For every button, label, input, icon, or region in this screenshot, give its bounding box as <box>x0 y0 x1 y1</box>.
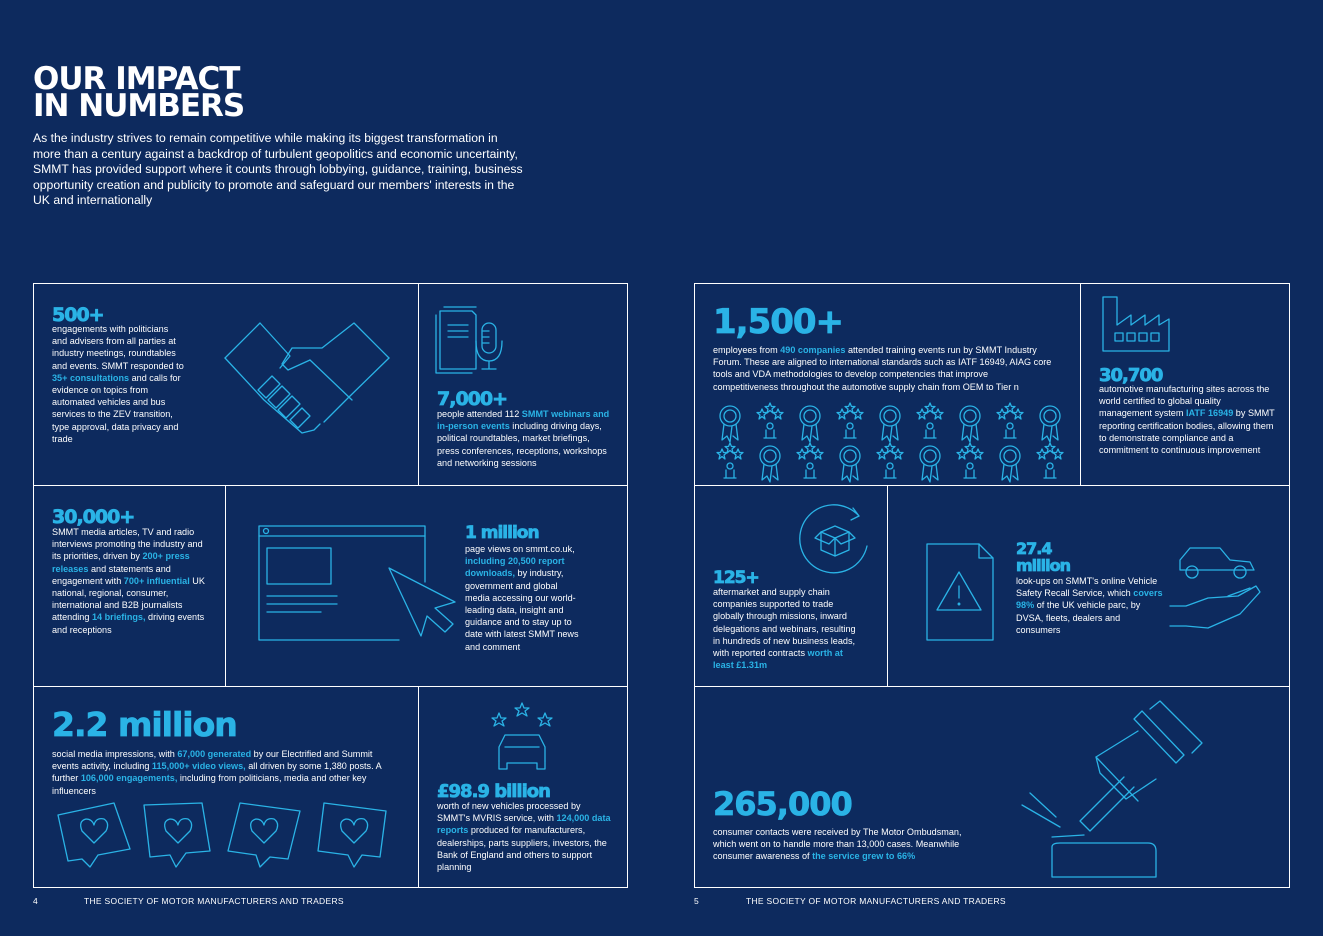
stat-figure: 1,500+ <box>713 302 844 342</box>
stat-description: engagements with politicians and advisers from all parties at industry meetings, roundtables and events. SMMT responded to 35+ consultations and calls for evidence on topics from automated vehicles and bus services to the ZEV transition, type approval, data privacy and trade <box>52 324 184 444</box>
stat-description: look-ups on SMMT's online Vehicle Safety Recall Service, which covers 98% of the UK vehicle parc, by DVSA, fleets, dealers and consumers <box>1016 576 1163 635</box>
stat-figure: 30,700 <box>1099 365 1163 386</box>
warning-document-icon <box>925 542 995 642</box>
stat-description: social media impressions, with 67,000 generated by our Electrified and Summit events activity, including 115,000+ video views, all driven by some 1,380 posts. A further 106,000 engagements, including from politicians, media and other key influencers <box>52 749 382 796</box>
award-rosette-icon <box>715 402 1065 477</box>
stat-description: page views on smmt.co.uk, including 20,500 report downloads, by industry, government and global media accessing our world-leading data, insight and guidance and to stay up to date with latest SMMT news and comment <box>465 544 579 652</box>
factory-icon <box>1101 295 1171 353</box>
footer-page-number-right: 5 <box>694 896 700 906</box>
stat-98-9-billion <box>418 686 628 888</box>
right-grid <box>694 283 1290 888</box>
browser-cursor-icon <box>259 526 459 646</box>
footer-title-right: THE SOCIETY OF MOTOR MANUFACTURERS AND TRADERS <box>746 896 1006 906</box>
stat-125 <box>695 485 888 687</box>
gavel-icon <box>1020 701 1210 881</box>
stat-figure: 27.4 million <box>1016 539 1070 575</box>
document-microphone-icon <box>436 305 516 375</box>
stat-2-2-million <box>34 686 418 888</box>
stat-description: consumer contacts were received by The Motor Ombudsman, which went on to handle more than 13,000 cases. Meanwhile consumer awareness of the service grew to 66% <box>713 827 962 862</box>
car-in-hand-icon <box>1168 542 1268 642</box>
stat-figure: 500+ <box>52 304 104 326</box>
stat-description: SMMT media articles, TV and radio interviews promoting the industry and its priorities, driven by 200+ press releases and statements and engagement with 700+ influential UK national, regional, consumer, international and B2B journalists attending 14 briefings, driving events and receptions <box>52 527 205 635</box>
footer-page-number-left: 4 <box>33 896 39 906</box>
footer-title-left: THE SOCIETY OF MOTOR MANUFACTURERS AND TRADERS <box>84 896 344 906</box>
stat-30700 <box>1080 284 1290 486</box>
box-refresh-icon <box>797 502 873 578</box>
stat-description: employees from 490 companies attended training events run by SMMT Industry Forum. These are aligned to international standards such as IATF 16949, AIAG core tools and VDA methodologies to develop competencies that improve competitiveness throughout the automotive supply chain from OEM to Tier n <box>713 345 1052 392</box>
handshake-icon <box>222 318 392 438</box>
stat-500 <box>34 284 418 486</box>
stat-27-4-million <box>887 485 1290 687</box>
stat-figure: 30,000+ <box>52 506 135 528</box>
stat-figure: 2.2 million <box>52 705 237 744</box>
stat-30000 <box>34 485 226 687</box>
stat-figure: £98.9 billion <box>437 781 550 802</box>
page-title: OUR IMPACT IN NUMBERS <box>33 61 245 124</box>
stat-description: aftermarket and supply chain companies supported to trade globally through missions, inward delegations and webinars, resulting in hundreds of new business leads, with reported contracts worth at least £1.31m <box>713 587 856 671</box>
left-grid <box>33 283 628 888</box>
stat-description: worth of new vehicles processed by SMMT's MVRIS service, with 124,000 data reports produced for manufacturers, dealerships, parts suppliers, investors, the Bank of England and others to support planning <box>437 801 611 873</box>
stat-figure: 265,000 <box>713 785 852 823</box>
car-stars-icon <box>489 701 559 779</box>
stat-figure: 1 million <box>465 523 539 543</box>
stat-7000 <box>418 284 628 486</box>
stat-265000 <box>695 686 1290 888</box>
heart-speech-bubble-icon <box>54 799 394 869</box>
intro-paragraph: As the industry strives to remain competitive while making its biggest transformation in more than a century against a backdrop of turbulent geopolitics and economic uncertainty, SMMT has provided support where it counts through lobbying, guidance, training, business opportunity creation and publicity to promote and safeguard our members' interests in the UK and internationally <box>33 131 523 208</box>
stat-description: automotive manufacturing sites across the world certified to global quality management system IATF 16949 by SMMT reporting certification bodies, allowing them to demonstrate compliance and a commitment to continuous improvement <box>1099 384 1275 456</box>
stat-1500 <box>695 284 1080 486</box>
stat-figure: 125+ <box>713 568 759 588</box>
stat-figure: 7,000+ <box>437 388 508 410</box>
stat-description: people attended 112 SMMT webinars and in-person events including driving days, political roundtables, market briefings, press conferences, receptions, workshops and networking sessions <box>437 409 610 468</box>
stat-1-million <box>225 485 628 687</box>
